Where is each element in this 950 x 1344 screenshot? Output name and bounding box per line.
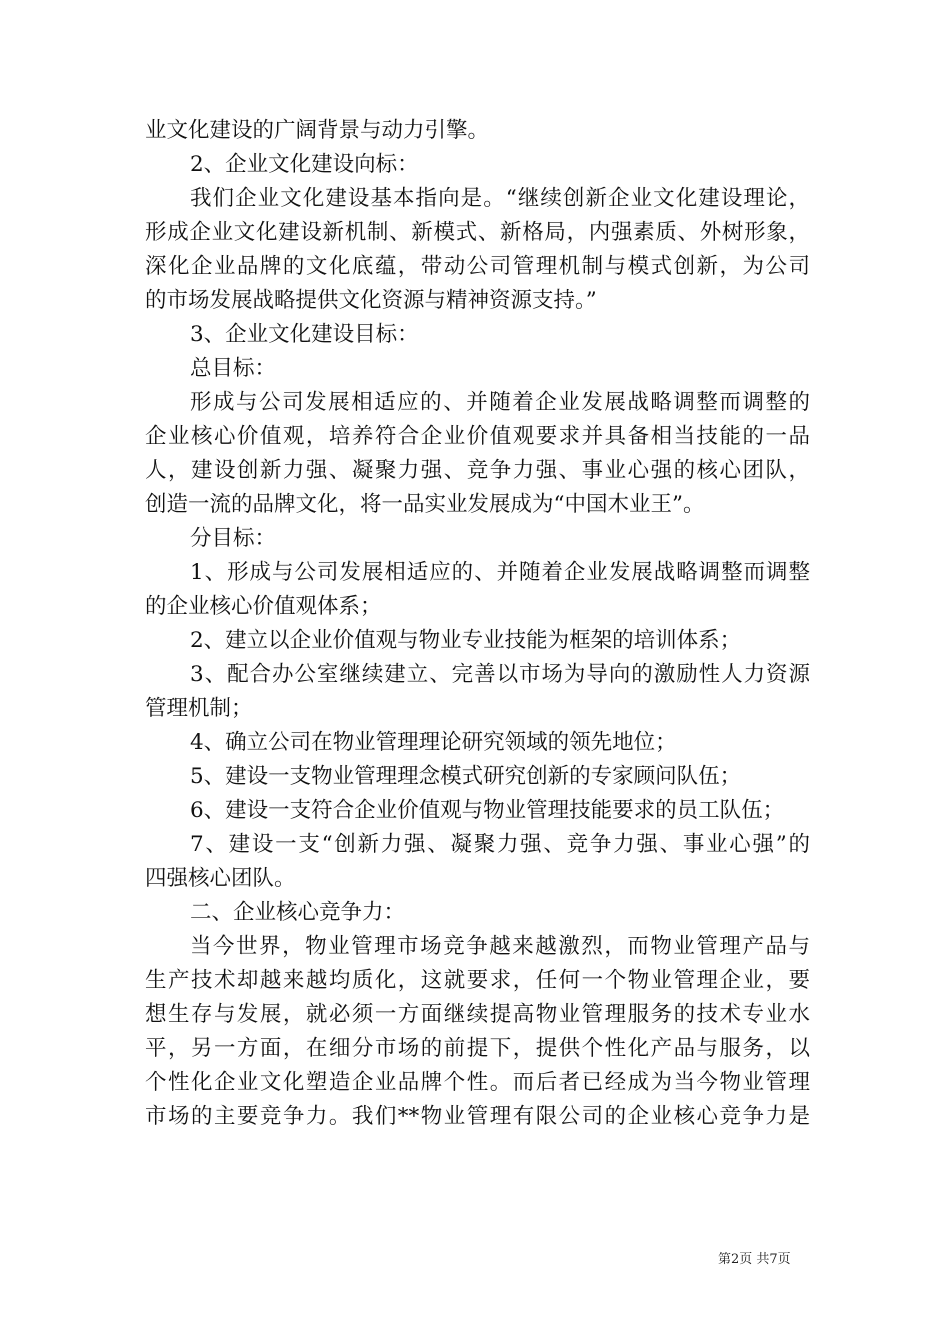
text-line: 分目标： [190, 526, 277, 551]
text-line: 深化企业品牌的文化底蕴，带动公司管理机制与模式创新，为公司 [145, 254, 810, 279]
text-line: 平，另一方面，在细分市场的前提下，提供个性化产品与服务，以 [145, 1036, 810, 1061]
text-line: 管理机制； [145, 696, 253, 721]
text-line: 2、建立以企业价值观与物业专业技能为框架的培训体系； [190, 628, 742, 653]
text-line: 当今世界，物业管理市场竞争越来越激烈，而物业管理产品与 [190, 934, 810, 959]
text-line: 3、企业文化建设目标： [190, 322, 419, 347]
text-line: 5、建设一支物业管理理念模式研究创新的专家顾问队伍； [190, 764, 742, 789]
text-line: 7、建设一支“创新力强、凝聚力强、竞争力强、事业心强”的 [190, 832, 810, 857]
text-line: 形成与公司发展相适应的、并随着企业发展战略调整而调整的 [190, 390, 810, 415]
text-line: 形成企业文化建设新机制、新模式、新格局，内强素质、外树形象， [145, 220, 810, 245]
text-line: 的企业核心价值观体系； [145, 594, 382, 619]
text-line: 个性化企业文化塑造企业品牌个性。而后者已经成为当今物业管理 [145, 1070, 810, 1095]
text-line: 市场的主要竞争力。我们**物业管理有限公司的企业核心竞争力是 [145, 1104, 810, 1129]
text-line: 1、形成与公司发展相适应的、并随着企业发展战略调整而调整 [190, 560, 810, 585]
text-line: 想生存与发展，就必须一方面继续提高物业管理服务的技术专业水 [145, 1002, 810, 1027]
text-line: 二、企业核心竞争力： [190, 900, 406, 925]
page-number-footer: 第2页 共7页 [718, 1252, 791, 1267]
text-line: 四强核心团队。 [145, 866, 296, 891]
text-line: 生产技术却越来越均质化，这就要求，任何一个物业管理企业，要 [145, 968, 810, 993]
text-line: 我们企业文化建设基本指向是。“继续创新企业文化建设理论， [190, 186, 810, 211]
text-line: 业文化建设的广阔背景与动力引擎。 [145, 118, 490, 143]
text-line: 3、配合办公室继续建立、完善以市场为导向的激励性人力资源 [190, 662, 810, 687]
text-line: 创造一流的品牌文化，将一品实业发展成为“中国木业王”。 [145, 492, 705, 517]
text-line: 2、企业文化建设向标： [190, 152, 419, 177]
text-line: 总目标： [190, 356, 277, 381]
document-body [145, 114, 810, 1134]
text-line: 企业核心价值观，培养符合企业价值观要求并具备相当技能的一品 [145, 424, 810, 449]
text-line: 6、建设一支符合企业价值观与物业管理技能要求的员工队伍； [190, 798, 785, 823]
text-line: 的市场发展战略提供文化资源与精神资源支持。” [145, 288, 597, 313]
text-line: 4、确立公司在物业管理理论研究领域的领先地位； [190, 730, 677, 755]
text-line: 人，建设创新力强、凝聚力强、竞争力强、事业心强的核心团队， [145, 458, 810, 483]
